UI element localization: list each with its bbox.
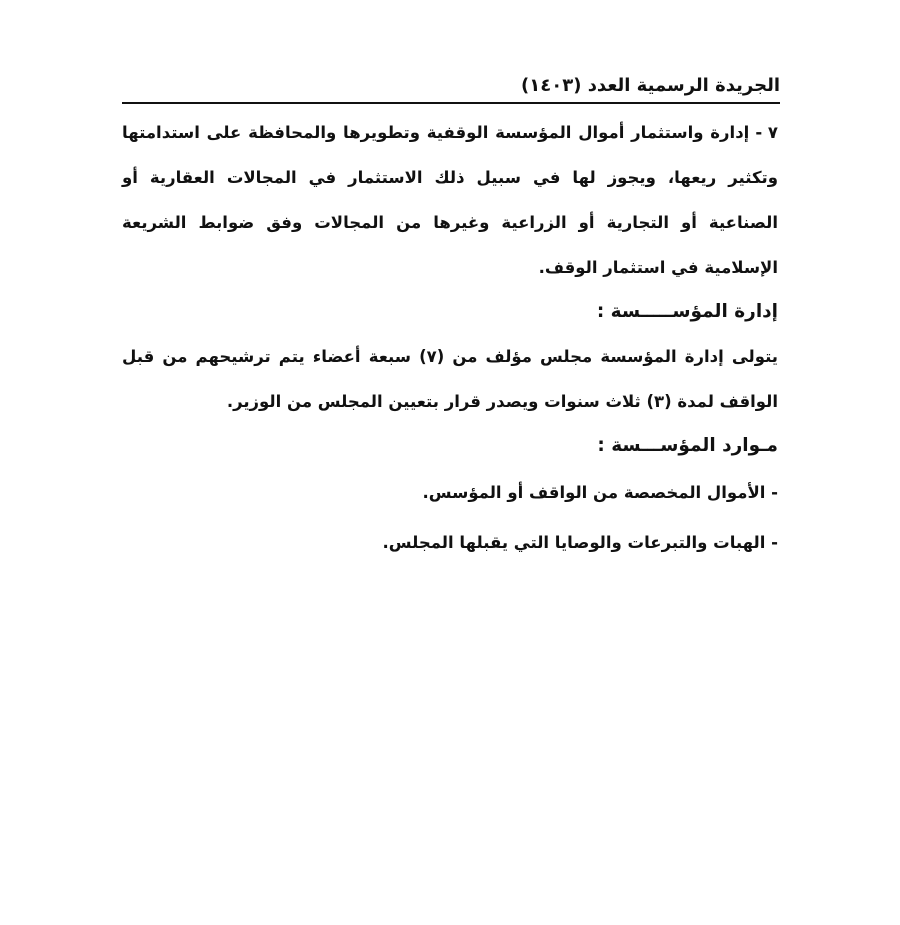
resource-item-2: - الهبات والتبرعات والوصايا التي يقبلها المجلس. [382, 533, 778, 552]
clause-7-text: إدارة واستثمار أموال المؤسسة الوقفية وتطويرها والمحافظة على استدامتها وتكثير ريعها، ويجوز لها في سبيل ذلك الاستثمار في المجالات العقارية أو الصناعية أو التجارية أو الزراعية وغيرها من المجالات وفق ضوابط الشريعة الإسلامية في استثمار الوقف. [122, 123, 778, 277]
gazette-title: الجريدة الرسمية العدد (١٤٠٣) [521, 75, 780, 96]
clause-number: ٧ - [755, 123, 778, 142]
resources-heading: مـوارد المؤســـسة : [597, 435, 778, 456]
management-text: يتولى إدارة المؤسسة مجلس مؤلف من (٧) سبعة أعضاء يتم ترشيحهم من قبل الواقف لمدة (٣) ثلاث سنوات ويصدر قرار بتعيين المجلس من الوزير. [122, 347, 779, 411]
management-heading: إدارة المؤســـــسة : [596, 301, 778, 322]
document-body [122, 110, 778, 568]
resource-item-1: - الأموال المخصصة من الواقف أو المؤسس. [422, 483, 778, 502]
page-header [122, 68, 780, 104]
clause-7 [122, 110, 778, 290]
